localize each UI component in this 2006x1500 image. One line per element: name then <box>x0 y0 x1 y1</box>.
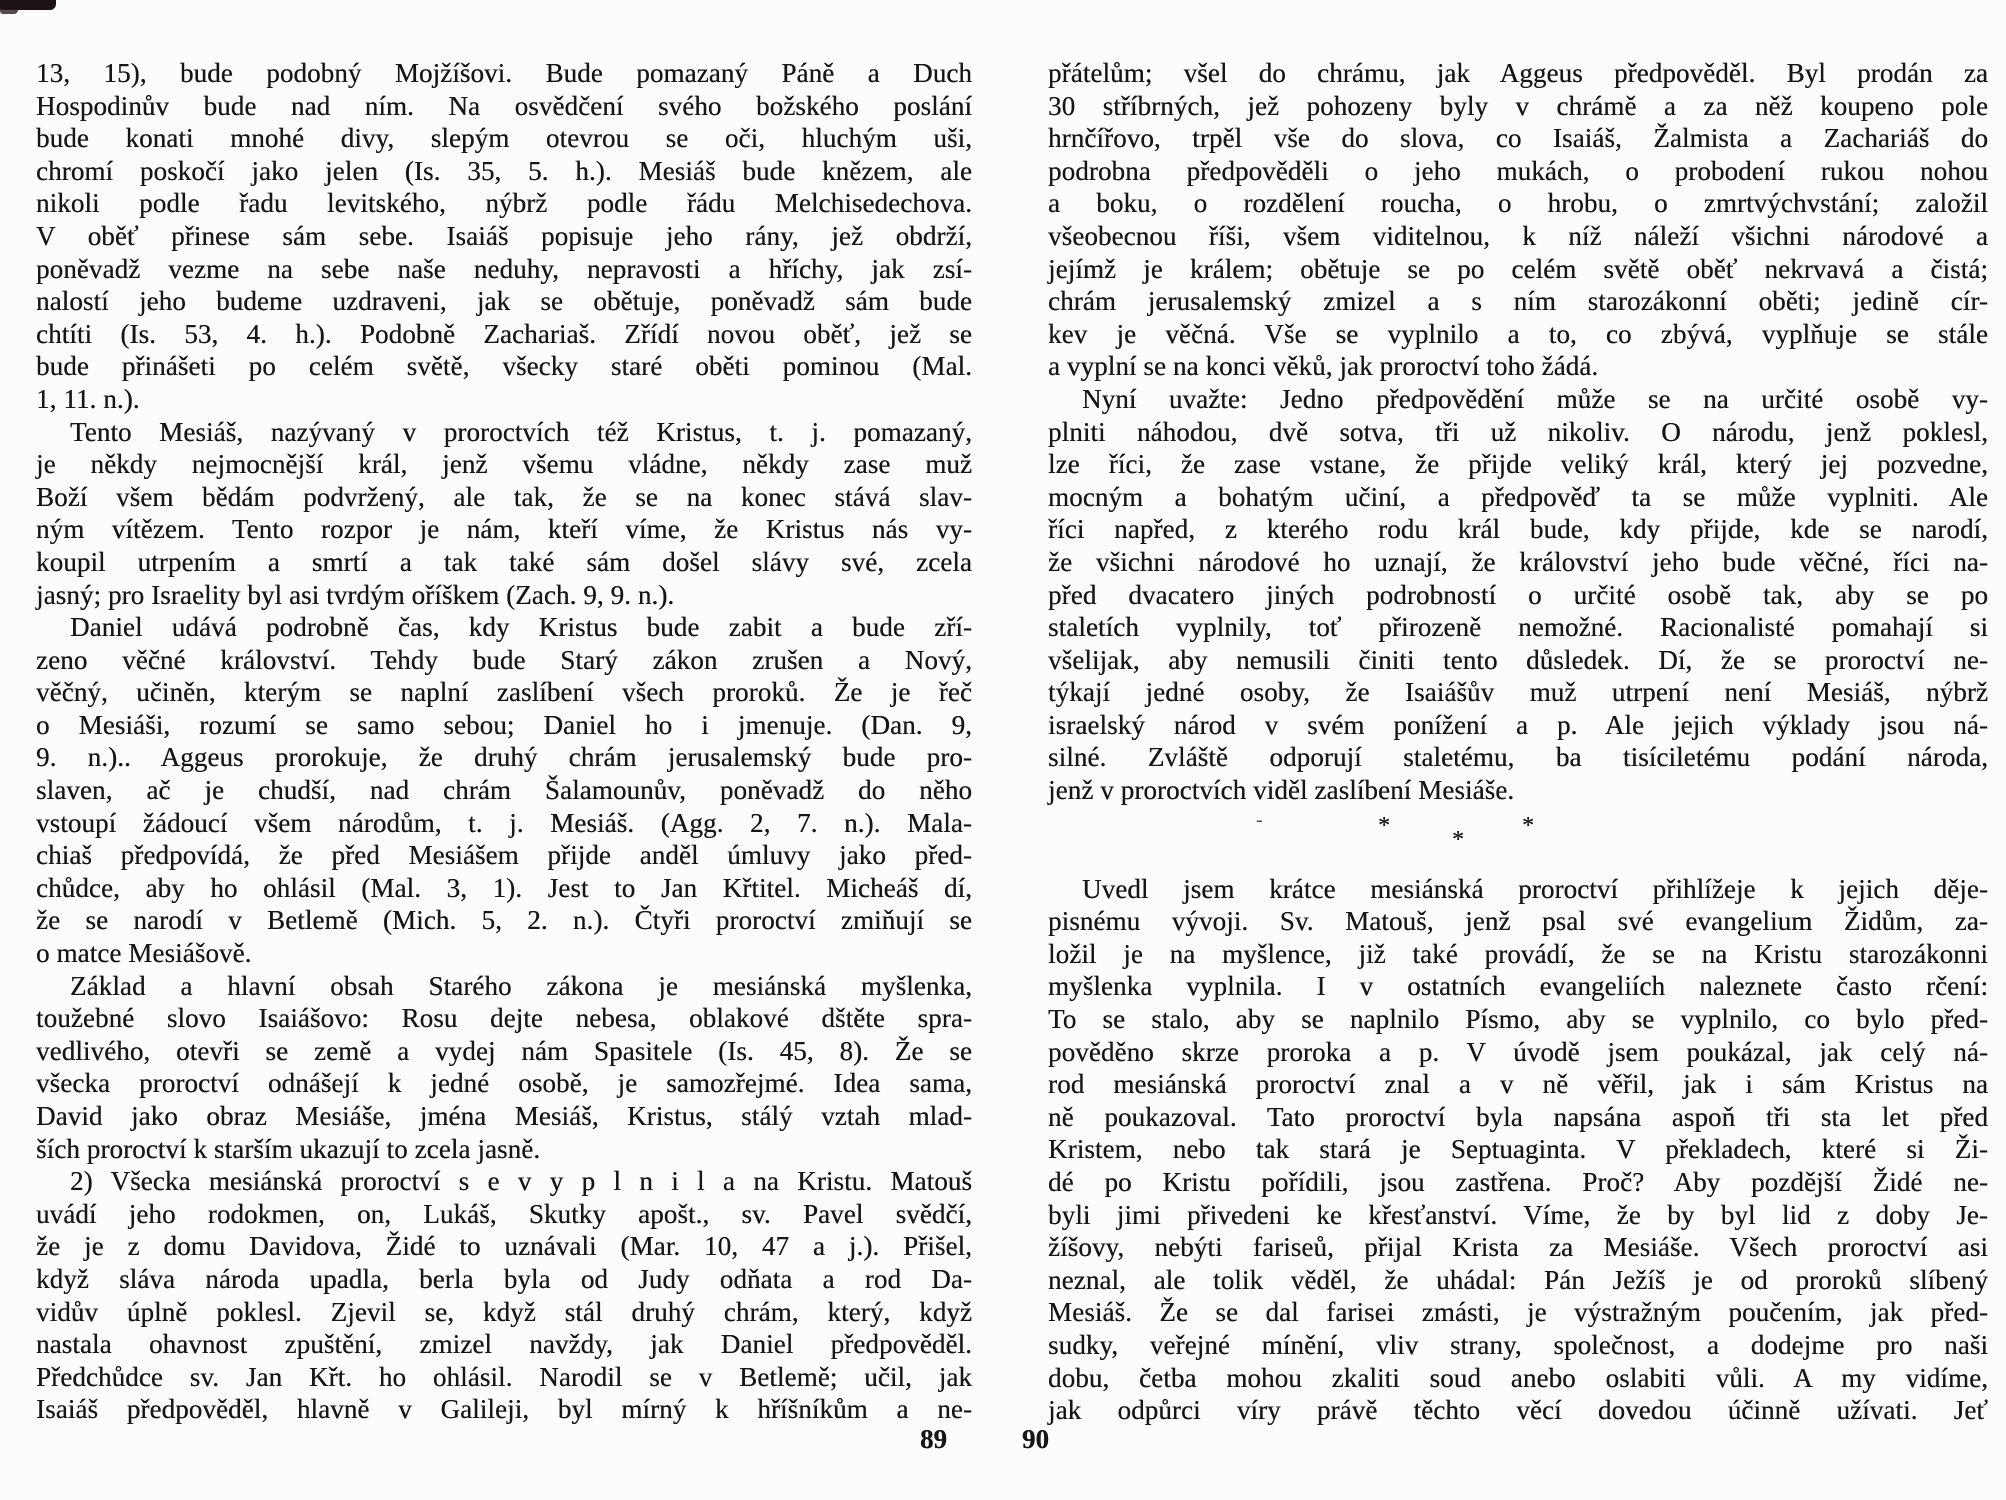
text-line: 1, 11. n.). <box>36 383 140 414</box>
text-line: žíšovy, nebýti fariseů, přijal Krista za Mesiáše. Všech proroctví asi <box>1048 1232 1988 1263</box>
text-line: Předchůdce sv. Jan Křt. ho ohlásil. Narodil se v Betlemě; učil, jak <box>36 1361 972 1392</box>
text-line: chrám jerusalemský zmizel a s ním starozákonní oběti; jedině cír- <box>1048 286 1988 317</box>
text-line: Isaiáš předpověděl, hlavně v Galileji, byl mírný k hříšníkům a ne- <box>36 1394 972 1425</box>
text-line: vidův úplně poklesl. Zjevil se, když stál druhý chrám, který, když <box>36 1296 972 1327</box>
text-line: že všichni národové ho uznají, že království jeho bude věčné, říci na- <box>1048 546 1988 577</box>
text-line: když sláva národa upadla, berla byla od Judy odňata a rod Da- <box>36 1263 972 1294</box>
text-line: Kristem, nebo tak stará je Septuaginta. V překladech, které si Ži- <box>1048 1134 1988 1165</box>
text-line: Boží všem bědám podvržený, ale tak, že se na konec stává slav- <box>36 481 972 512</box>
text-line: podrobna předpověděli o jeho mukách, o probodení rukou nohou <box>1048 155 1988 186</box>
text-line: je někdy nejmocnější král, jenž všemu vládne, někdy zase muž <box>36 449 972 480</box>
text-line: israelský národ v svém ponížení a p. Ale jejich výklady jsou ná- <box>1048 709 1988 740</box>
text-line: jejímž je králem; obětuje se po celém světě oběť nekrvavá a čistá; <box>1048 253 1988 284</box>
text-line: 9. n.).. Aggeus prorokuje, že druhý chrám jerusalemský bude pro- <box>36 742 972 773</box>
separator-asterisk: * <box>1378 812 1390 839</box>
text-line: věčný, učiněn, kterým se naplní zaslíbení všech proroků. Že je řeč <box>36 677 972 708</box>
text-line: všelijak, aby nemusili činiti tento důsledek. Dí, že se proroctví ne- <box>1048 644 1988 675</box>
text-line: a boku, o rozdělení roucha, o hrobu, o zmrtvýchvstání; založil <box>1048 188 1988 219</box>
text-line: Nyní uvažte: Jedno předpovědění může se na určité osobě vy- <box>1082 383 1988 414</box>
text-line: plniti náhodou, dvě sotva, tři už nikoliv. O národu, jenž poklesl, <box>1048 416 1988 447</box>
page-right <box>1048 57 1988 1427</box>
text-line: jak odpůrci víry právě těchto věcí dovedou účinně užívati. Jeť <box>1048 1395 1988 1426</box>
text-line: Základ a hlavní obsah Starého zákona je mesiánská myšlenka, <box>70 970 972 1001</box>
text-line: vstoupí žádoucí všem národům, t. j. Mesiáš. (Agg. 2, 7. n.). Mala- <box>36 807 972 838</box>
text-line: Daniel udává podrobně čas, kdy Kristus bude zabit a bude zří- <box>70 612 972 643</box>
text-line: týkají jedné osoby, že Isaiášův muž utrpení není Mesiáš, nýbrž <box>1048 677 1988 708</box>
text-line: David jako obraz Mesiáše, jména Mesiáš, Kristus, stálý vztah mlad- <box>36 1101 972 1131</box>
text-line: Mesiáš. Že se dal farisei zmásti, je výstražným poučením, jak před- <box>1048 1297 1988 1328</box>
text-line: dé po Kristu pořídili, jsou zastřena. Proč? Aby pozdější Židé ne- <box>1048 1167 1988 1197</box>
text-line: jenž v proroctvích viděl zaslíbení Mesiáše. <box>1048 775 1515 806</box>
text-line: pověděno skrze proroka a p. V úvodě jsem poukázal, jak celý ná- <box>1048 1036 1988 1067</box>
text-line: neznal, ale tolik věděl, že uhádal: Pán Ježíš je od proroků slíbený <box>1048 1264 1988 1295</box>
text-line: Hospodinův bude nad ním. Na osvědčení svého božského poslání <box>36 90 972 121</box>
text-line: o Mesiáši, rozumí se samo sebou; Daniel ho i jmenuje. (Dan. 9, <box>36 709 972 740</box>
text-line: staletích vyplnily, toť přirozeně nemožné. Racionalisté pomahají si <box>1048 612 1988 643</box>
text-line: bude přinášeti po celém světě, všecky staré oběti pominou (Mal. <box>36 351 972 382</box>
text-line: ších proroctví k starším ukazují to zcela jasně. <box>36 1133 541 1164</box>
text-line: o matce Mesiášově. <box>36 938 252 969</box>
page-number-left: 89 <box>920 1424 947 1454</box>
text-line: zeno věčné království. Tehdy bude Starý zákon zrušen a Nový, <box>36 644 972 675</box>
text-line: ně poukazoval. Tato proroctví byla napsána aspoň tři sta let před <box>1048 1101 1988 1132</box>
text-line: poněvadž vezme na sebe naše neduhy, nepravosti a hříchy, jak zsí- <box>36 253 972 284</box>
text-line: toužebné slovo Isaiášovo: Rosu dejte nebesa, oblakové dštěte spra- <box>36 1003 972 1034</box>
text-line: jasný; pro Israelity byl asi tvrdým oříškem (Zach. 9, 9. n.). <box>36 579 675 610</box>
text-line: nikoli podle řadu levitského, nýbrž podle řádu Melchisedechova. <box>36 188 972 219</box>
text-line: 2) Všecka mesiánská proroctví s e v y p l n i l a na Kristu. Matouš <box>70 1166 972 1197</box>
page-left-text-column <box>36 57 972 1426</box>
text-line: sudky, veřejné mínění, vliv strany, společnost, a dodejme pro naši <box>1048 1329 1988 1360</box>
text-line: Uvedl jsem krátce mesiánská proroctví přihlížeje k jejich děje- <box>1082 873 1988 904</box>
text-line: říci napřed, z kterého rodu král bude, kdy přijde, kde se narodí, <box>1048 514 1988 545</box>
text-line: chtíti (Is. 53, 4. h.). Podobně Zachariaš. Zřídí novou oběť, jež se <box>36 318 972 349</box>
text-line: silné. Zvláště odporují staletému, ba tisíciletému podání národa, <box>1048 742 1988 773</box>
text-line: mocným a bohatým učiní, a předpověď ta se může vyplniti. Ale <box>1048 481 1988 512</box>
text-line: chromí poskočí jako jelen (Is. 35, 5. h.). Mesiáš bude knězem, ale <box>36 155 972 186</box>
text-line: byli jimi přivedeni ke křesťanství. Víme, že by byl lid z doby Je- <box>1048 1199 1988 1230</box>
text-line: pisnému vývoji. Sv. Matouš, jenž psal své evangelium Židům, za- <box>1048 906 1988 937</box>
scan-artifact-top-left-small <box>0 9 18 14</box>
text-line: To se stalo, aby se naplnilo Písmo, aby se vyplnilo, co bylo před- <box>1048 1004 1988 1035</box>
page-left <box>36 57 972 1426</box>
separator-asterisk: * <box>1452 826 1464 853</box>
text-line: chiaš předpovídá, že před Mesiášem přijde anděl úmluvy jako před- <box>36 840 972 871</box>
text-line: chůdce, aby ho ohlásil (Mal. 3, 1). Jest to Jan Křtitel. Micheáš dí, <box>36 872 972 903</box>
text-line: rod mesiánská proroctví znal a v ně věřil, jak i sám Kristus na <box>1048 1069 1988 1100</box>
text-line: před dvacatero jiných podrobností o určité osobě tak, aby se po <box>1048 579 1988 610</box>
text-line: hrnčířovo, trpěl vše do slova, co Isaiáš, Žalmista a Zachariáš do <box>1048 123 1988 154</box>
text-line: Tento Mesiáš, nazývaný v proroctvích též Kristus, t. j. pomazaný, <box>70 416 972 447</box>
section-separator <box>1048 807 1988 873</box>
text-line: a vyplní se na konci věků, jak proroctví toho žádá. <box>1048 351 1599 382</box>
text-line: bude konati mnohé divy, slepým otevrou se oči, hluchým uši, <box>36 123 972 154</box>
scan-artifact-tick: - <box>1256 808 1263 831</box>
page-number-right: 90 <box>1022 1424 1049 1454</box>
text-line: přátelům; všel do chrámu, jak Aggeus předpověděl. Byl prodán za <box>1048 58 1988 88</box>
text-line: ložil je na myšlence, již také provádí, že se na Kristu starozákonni <box>1048 938 1988 969</box>
separator-asterisk: * <box>1522 812 1534 839</box>
text-line: vedlivého, otevři se země a vydej nám Spasitele (Is. 45, 8). Že se <box>36 1035 972 1066</box>
text-line: uvádí jeho rodokmen, on, Lukáš, Skutky apošt., sv. Pavel svědčí, <box>36 1198 972 1229</box>
text-line: slaven, ač je chudší, nad chrám Šalamounův, poněvadž do něho <box>36 775 972 806</box>
text-line: ným vítězem. Tento rozpor je nám, kteří víme, že Kristus nás vy- <box>36 514 972 545</box>
page-right-text-column <box>1048 57 1988 1427</box>
text-line: nastala ohavnost zpuštění, zmizel navždy, jak Daniel předpověděl. <box>36 1329 972 1360</box>
text-line: nalostí jeho budeme uzdraveni, jak se obětuje, poněvadž sám bude <box>36 286 972 317</box>
text-line: všeobecnou říši, všem viditelnou, k níž náleží všichni národové a <box>1048 220 1988 251</box>
text-line: 13, 15), bude podobný Mojžíšovi. Bude pomazaný Páně a Duch <box>36 58 972 88</box>
text-line: lze říci, že zase vstane, že přijde veliký král, který jej pozvedne, <box>1048 449 1988 480</box>
text-line: 30 stříbrných, jež pohozeny byly v chrámě a za něž koupeno pole <box>1048 90 1988 121</box>
text-line: dobu, četba mohou zkaliti soud anebo oslabiti vůli. A my vidíme, <box>1048 1362 1988 1393</box>
text-line: kev je věčná. Vše se vyplnilo a to, co zbývá, vyplňuje se stále <box>1048 318 1988 349</box>
text-line: koupil utrpením a smrtí a tak také sám došel slávy své, zcela <box>36 546 972 577</box>
text-line: že je z domu Davidova, Židé to uznávali (Mar. 10, 47 a j.). Přišel, <box>36 1231 972 1262</box>
text-line: V oběť přinese sám sebe. Isaiáš popisuje jeho rány, jež obdrží, <box>36 220 972 251</box>
text-line: všecka proroctví odnášejí k jedné osobě, je samozřejmé. Idea sama, <box>36 1068 972 1099</box>
text-line: myšlenka vyplnila. I v ostatních evangeliích naleznete často rčení: <box>1048 971 1988 1002</box>
text-line: že se narodí v Betlemě (Mich. 5, 2. n.). Čtyři proroctví zmiňují se <box>36 905 972 936</box>
